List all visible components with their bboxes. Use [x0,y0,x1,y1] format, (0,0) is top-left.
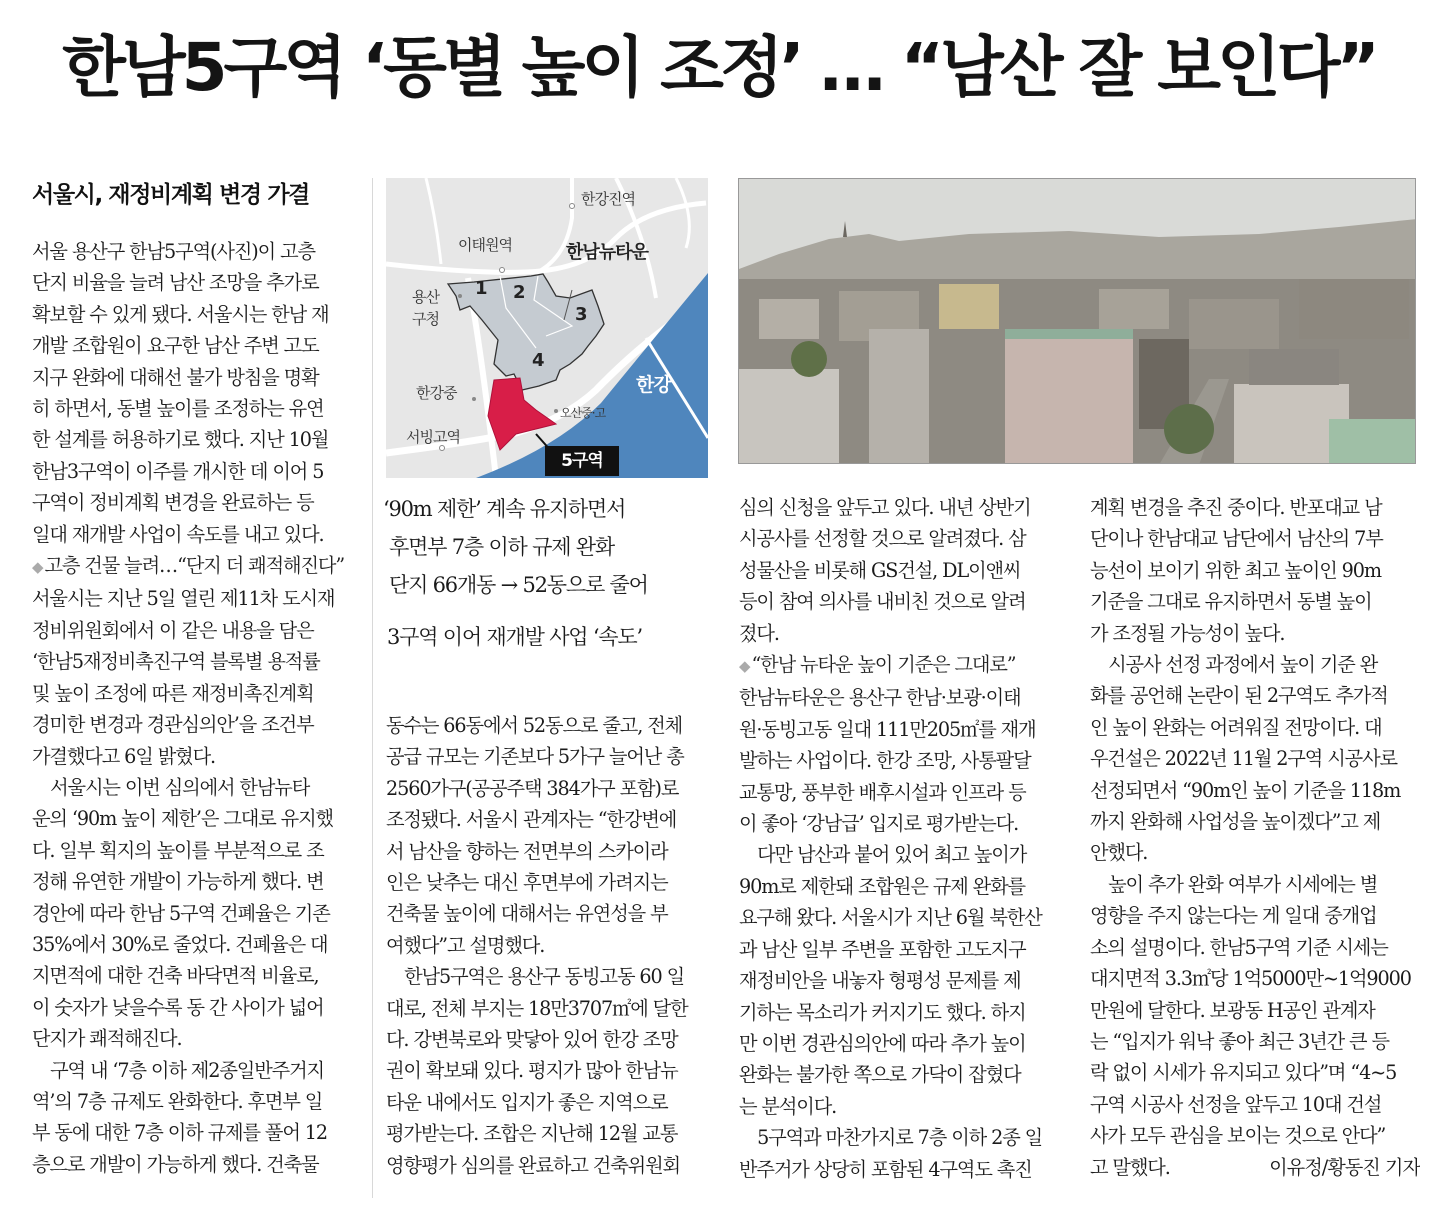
article-line: 락 없이 시세가 유지되고 있다”며 “4~5 [1090,1061,1397,1085]
article-line: 부 동에 대한 7층 이하 규제를 풀어 12 [32,1121,327,1145]
deck-subline: 3구역 이어 재개발 사업 ‘속도’ [387,625,642,649]
deck-line: 단지 66개동 → 52동으로 줄어 [389,573,648,597]
article-line: 선정되면서 “90m인 높이 기준을 118m [1090,778,1401,802]
article-line: 졌다. [739,621,779,645]
article-line: 요구해 왔다. 서울시가 지난 6월 북한산 [739,906,1042,930]
article-column-2 [386,710,712,1181]
article-line: 우건설은 2022년 11월 2구역 시공사로 [1090,747,1397,771]
article-line: 35%에서 30%로 줄었다. 건폐율은 대 [32,932,328,956]
article-line: 단이나 한남대교 남단에서 남산의 7부 [1090,527,1383,551]
article-line: 운의 ‘90m 높이 제한’은 그대로 유지했 [32,807,333,831]
map-zone-1: 1 [475,278,487,299]
article-line: 계획 변경을 추진 중이다. 반포대교 남 [1090,496,1382,519]
article-line: 및 높이 조정에 따른 재정비촉진계획 [32,681,314,705]
article-line: 영향을 주지 않는다는 게 일대 중개업 [1090,904,1377,928]
article-line: 일대 재개발 사업이 속도를 내고 있다. [32,522,324,546]
article-line: 재정비안을 내놓자 형평성 문제를 제 [739,969,1021,993]
article-line: 사가 모두 관심을 보이는 것으로 안다” [1090,1124,1386,1148]
article-line: 서울시는 이번 심의에서 한남뉴타 [32,775,310,799]
article-line: 높이 추가 완화 여부가 시세에는 별 [1090,872,1378,896]
article-line: 단지가 쾌적해진다. [32,1027,182,1051]
article-line: 등이 참여 의사를 내비친 것으로 알려 [739,590,1026,614]
map-tag-zone5: 5구역 [545,446,619,476]
article-line: 성물산을 비롯해 GS건설, DL이앤씨 [739,558,1021,582]
map-label-yongsan-office-2: 구청 [412,310,439,328]
map-label-itaewon-station: 이태원역 [458,236,512,254]
article-line: 조정됐다. 서울시 관계자는 “한강변에 [386,808,677,832]
article-line: 역’의 7층 규제도 완화한다. 후면부 일 [32,1089,323,1113]
map-label-hangang-middle: 한강중 [416,384,457,402]
article-line: 2560가구(공공주택 384가구 포함)로 [386,776,679,800]
article-line: 시공사를 선정할 것으로 알려졌다. 삼 [739,527,1026,551]
article-line: 반주거가 상당히 포함된 4구역도 촉진 [739,1157,1032,1181]
article-line: 정비위원회에서 이 같은 내용을 담은 [32,618,314,642]
article-line: 교통망, 풍부한 배후시설과 인프라 등 [739,780,1026,804]
article-line: 정해 유연한 개발이 가능하게 했다. 변 [32,870,324,894]
map-label-yongsan-office-1: 용산 [412,288,439,306]
map-zone-3: 3 [575,304,587,325]
article-line: 구역 시공사 선정을 앞두고 10대 건설 [1090,1092,1382,1116]
article-line: 이 좋아 ‘강남급’ 입지로 평가받는다. [739,812,1019,836]
byline: 이유정/황동진 기자 [1269,1155,1420,1179]
article-line: 지면적에 대한 건축 바닥면적 비율로, [32,964,319,988]
article-line: 가 조정될 가능성이 높다. [1090,621,1285,645]
map-label-hannam-newtown: 한남뉴타운 [566,242,648,263]
article-line: 층으로 개발이 가능하게 했다. 건축물 [32,1152,319,1176]
article-column-4 [1090,492,1420,1183]
article-deck [383,490,713,656]
article-line: 까지 완화해 사업성을 높이겠다”고 제 [1090,810,1381,834]
article-line: 화를 공언해 논란이 된 2구역도 추가적 [1090,684,1388,708]
column-divider [372,178,373,1198]
article-line: 기하는 목소리가 커지기도 했다. 하지 [739,1000,1026,1024]
article-line: 과 남산 일부 주변을 포함한 고도지구 [739,937,1026,961]
article-line: 경안에 따라 한남 5구역 건폐율은 기존 [32,901,330,925]
article-line: 단지 비율을 늘려 남산 조망을 추가로 [32,271,319,295]
article-line: 만원에 달한다. 보광동 H공인 관계자 [1090,998,1375,1022]
article-line: 평가받는다. 조합은 지난해 12월 교통 [386,1122,678,1146]
map-label-seobinggo-station: 서빙고역 [406,428,460,446]
article-line: 대로, 전체 부지는 18만3707㎡에 달한 [386,996,688,1020]
article-line: 여했다”고 설명했다. [386,933,545,957]
article-line [1090,1152,1420,1183]
article-line: 구역이 정비계획 변경을 완료하는 등 [32,491,314,515]
map-label-hangangjin-station: 한강진역 [581,190,635,208]
article-line: 건축물 높이에 대해서는 유연성을 부 [386,902,668,926]
article-line: 시공사 선정 과정에서 높이 기준 완 [1090,653,1378,677]
article-line: 한남뉴타운은 용산구 한남·보광·이태 [739,686,1021,710]
map-label-osan-school: 오산중·고 [560,406,606,420]
article-line: 이 숫자가 낮을수록 동 간 사이가 넓어 [32,995,324,1019]
map-zone-4: 4 [532,350,544,371]
article-line: 한남5구역은 용산구 동빙고동 60 일 [386,965,685,989]
article-line: 대지면적 3.3㎡당 1억5000만~1억9000 [1090,967,1411,991]
article-line: 안했다. [1090,841,1148,865]
article-line: 다. 일부 획지의 높이를 부분적으로 조 [32,838,324,862]
article-line: 히 하면서, 동별 높이를 조정하는 유연 [32,397,324,421]
article-line: 소의 설명이다. 한남5구역 기준 시세는 [1090,935,1388,959]
article-line: 심의 신청을 앞두고 있다. 내년 상반기 [739,496,1031,519]
article-line: 만 이번 경관심의안에 따라 추가 높이 [739,1031,1026,1055]
article-line: 기준을 그대로 유지하면서 동별 높이 [1090,590,1372,614]
article-line: 인은 낮추는 대신 후면부에 가려지는 [386,871,668,895]
article-line: 5구역과 마찬가지로 7층 이하 2종 일 [739,1126,1043,1150]
article-line-text: 고 말했다. [1090,1155,1170,1179]
article-line: 다. 강변북로와 맞닿아 있어 한강 조망 [386,1028,678,1052]
article-line: 지구 완화에 대해선 불가 방침을 명확 [32,365,319,389]
article-line: 공급 규모는 기존보다 5가구 늘어난 총 [386,745,684,769]
article-line: 발하는 사업이다. 한강 조망, 사통팔달 [739,749,1031,773]
article-line: 한 설계를 허용하기로 했다. 지난 10월 [32,428,329,452]
map-graphic [386,178,708,478]
article-line: 서 남산을 향하는 전면부의 스카이라 [386,839,668,863]
article-line: 경미한 변경과 경관심의안’을 조건부 [32,713,314,737]
article-line: 인 높이 완화는 어려워질 전망이다. 대 [1090,715,1382,739]
article-line: 동수는 66동에서 52동으로 줄고, 전체 [386,714,683,737]
headline: 한남5구역 ‘동별 높이 조정’ … “남산 잘 보인다” [62,29,1376,106]
subhead: 서울시, 재정비계획 변경 가결 [32,182,309,208]
article-line: 원·동빙고동 일대 111만205㎡를 재개 [739,717,1036,741]
section-subheading: ◆ “한남 뉴타운 높이 기준은 그대로” [739,653,1016,677]
article-line: 확보할 수 있게 됐다. 서울시는 한남 재 [32,302,329,326]
article-line: 권이 확보돼 있다. 평지가 많아 한남뉴 [386,1059,678,1083]
article-line: 구역 내 ‘7층 이하 제2종일반주거지 [32,1058,324,1082]
article-line: ‘한남5재정비촉진구역 블록별 용적률 [32,650,320,674]
article-line: 다만 남산과 붙어 있어 최고 높이가 [739,843,1027,867]
section-subheading: ◆ 고층 건물 늘려…“단지 더 쾌적해진다” [32,554,345,578]
article-line: 는 분석이다. [739,1094,837,1118]
article-line: 완화는 불가한 쪽으로 가닥이 잡혔다 [739,1063,1021,1087]
map-zone-2: 2 [513,282,525,303]
article-column-1 [32,236,360,1180]
deck-line: ‘90m 제한’ 계속 유지하면서 [383,497,626,521]
article-photo [738,178,1416,464]
diamond-bullet-icon: ◆ [739,657,750,676]
article-line: 한남3구역이 이주를 개시한 데 이어 5 [32,459,324,483]
deck-line: 후면부 7층 이하 규제 완화 [389,535,614,559]
article-line: 서울시는 지난 5일 열린 제11차 도시재 [32,587,335,611]
article-line: 는 “입지가 워낙 좋아 최근 3년간 큰 등 [1090,1029,1389,1053]
article-line: 가결했다고 6일 밝혔다. [32,744,216,768]
article-line: 능선이 보이기 위한 최고 높이인 90m [1090,558,1381,582]
article-line: 개발 조합원이 요구한 남산 주변 고도 [32,334,319,358]
article-line: 90m로 제한돼 조합원은 규제 완화를 [739,874,1025,898]
article-line: 영향평가 심의를 완료하고 건축위원회 [386,1153,680,1177]
article-line: 서울 용산구 한남5구역(사진)이 고층 [32,240,315,263]
cityscape-photo-illustration [739,179,1416,464]
map-label-hangang-river: 한강 [636,374,671,396]
article-column-3 [739,492,1065,1185]
diamond-bullet-icon: ◆ [32,558,43,577]
article-line: 타운 내에서도 입지가 좋은 지역으로 [386,1090,668,1114]
